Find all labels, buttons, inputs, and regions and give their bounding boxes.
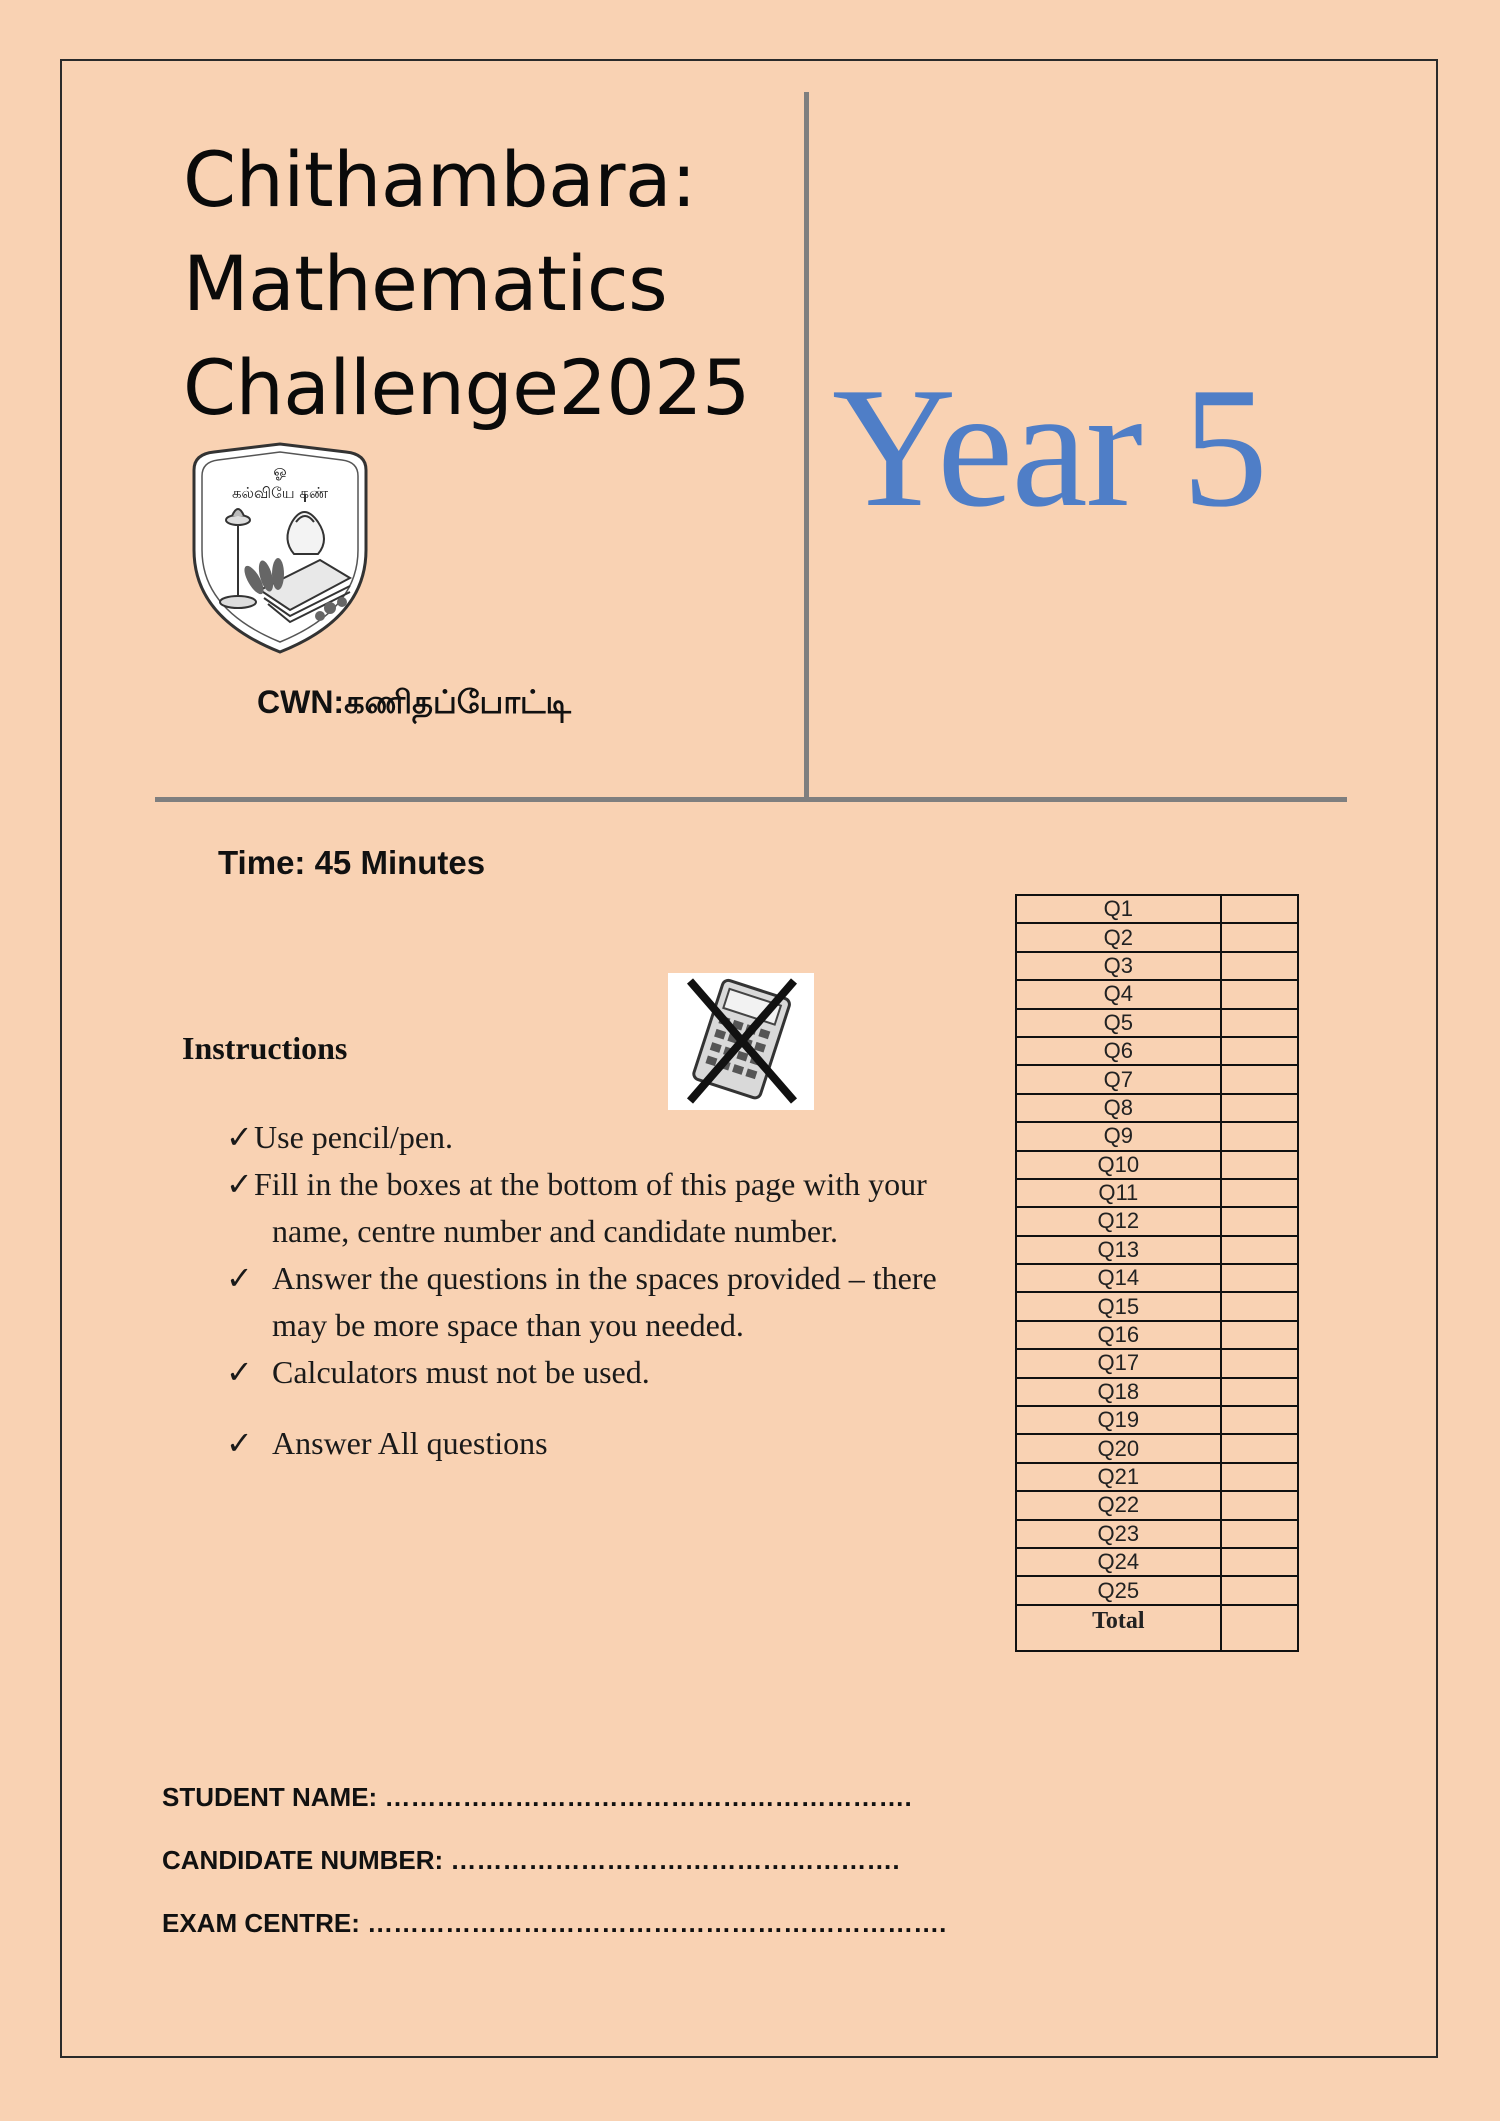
score-row [1016,923,1298,951]
exam-centre-field [162,1908,946,1939]
score-row [1016,1378,1298,1406]
score-row [1016,1065,1298,1093]
score-box[interactable] [1221,1463,1298,1491]
score-table [1015,894,1299,1652]
score-box[interactable] [1221,1094,1298,1122]
question-label: Q25 [1016,1576,1221,1604]
score-box[interactable] [1221,1009,1298,1037]
score-box[interactable] [1221,1037,1298,1065]
title-line-1: Chithambara: [183,135,697,224]
instruction-item: ✓Use pencil/pen. [226,1114,946,1161]
question-label: Q9 [1016,1122,1221,1150]
score-box[interactable] [1221,1406,1298,1434]
check-icon: ✓ [226,1119,253,1155]
score-box[interactable] [1221,1264,1298,1292]
crest-top-symbol: ஓ [273,461,287,480]
candidate-number-field [162,1845,900,1876]
total-row [1016,1605,1298,1651]
score-row [1016,1037,1298,1065]
score-box[interactable] [1221,1321,1298,1349]
question-label: Q6 [1016,1037,1221,1065]
score-row [1016,1151,1298,1179]
check-icon: ✓ [226,1425,253,1461]
candidate-number-label: CANDIDATE NUMBER: [162,1845,444,1875]
score-row [1016,1236,1298,1264]
question-label: Q4 [1016,980,1221,1008]
score-box[interactable] [1221,980,1298,1008]
score-row [1016,1463,1298,1491]
question-label: Q23 [1016,1520,1221,1548]
score-row [1016,1434,1298,1462]
question-label: Q20 [1016,1434,1221,1462]
score-box[interactable] [1221,1292,1298,1320]
title-line-3: Challenge2025 [183,343,750,432]
score-box[interactable] [1221,1207,1298,1235]
instruction-item: ✓Fill in the boxes at the bottom of this page with your name, centre number and candidate number. [226,1161,946,1255]
question-label: Q22 [1016,1491,1221,1519]
cwn-label: CWN:கணிதப்போட்டி [257,684,571,720]
question-label: Q17 [1016,1349,1221,1377]
total-score-box[interactable] [1221,1605,1298,1651]
score-box[interactable] [1221,1548,1298,1576]
score-box[interactable] [1221,1378,1298,1406]
student-name-field [162,1782,912,1813]
exam-centre-label: EXAM CENTRE: [162,1908,360,1938]
score-row [1016,1321,1298,1349]
score-box[interactable] [1221,1491,1298,1519]
score-box[interactable] [1221,1520,1298,1548]
score-row [1016,952,1298,980]
question-label: Q15 [1016,1292,1221,1320]
instruction-item: ✓ Calculators must not be used. [226,1349,946,1396]
year-label: Year 5 [832,353,1266,543]
score-row [1016,1009,1298,1037]
candidate-number-dots[interactable]: ……………………………………………. [450,1845,900,1875]
check-icon: ✓ [226,1354,253,1390]
check-icon: ✓ [226,1260,253,1296]
question-label: Q1 [1016,895,1221,923]
total-label: Total [1016,1605,1221,1651]
score-box[interactable] [1221,1151,1298,1179]
question-label: Q11 [1016,1179,1221,1207]
score-row [1016,1207,1298,1235]
score-box[interactable] [1221,1434,1298,1462]
score-box[interactable] [1221,1122,1298,1150]
score-row [1016,1264,1298,1292]
score-box[interactable] [1221,1065,1298,1093]
score-row [1016,1520,1298,1548]
score-box[interactable] [1221,952,1298,980]
student-name-label: STUDENT NAME: [162,1782,378,1812]
question-label: Q14 [1016,1264,1221,1292]
score-row [1016,1292,1298,1320]
question-label: Q18 [1016,1378,1221,1406]
score-box[interactable] [1221,895,1298,923]
question-label: Q16 [1016,1321,1221,1349]
horizontal-divider [155,797,1347,802]
instructions-heading: Instructions [182,1030,348,1066]
no-calculator-icon [668,973,814,1110]
score-row [1016,1122,1298,1150]
score-row [1016,1179,1298,1207]
check-icon: ✓ [226,1166,253,1202]
exam-centre-dots[interactable]: …………………………………………………………. [367,1908,947,1938]
instructions-list [226,1114,946,1467]
score-row [1016,1491,1298,1519]
vertical-divider [804,92,809,800]
question-label: Q2 [1016,923,1221,951]
title-line-2: Mathematics [183,239,668,328]
question-label: Q24 [1016,1548,1221,1576]
question-label: Q3 [1016,952,1221,980]
score-table-body [1016,895,1298,1651]
question-label: Q13 [1016,1236,1221,1264]
question-label: Q7 [1016,1065,1221,1093]
instruction-item: ✓ Answer All questions [226,1420,946,1467]
title-block [183,128,750,440]
score-box[interactable] [1221,1576,1298,1604]
question-label: Q8 [1016,1094,1221,1122]
score-row [1016,1094,1298,1122]
question-label: Q19 [1016,1406,1221,1434]
score-box[interactable] [1221,923,1298,951]
question-label: Q5 [1016,1009,1221,1037]
score-row [1016,1406,1298,1434]
score-row [1016,895,1298,923]
score-row [1016,1349,1298,1377]
question-label: Q12 [1016,1207,1221,1235]
student-name-dots[interactable]: ……………………………………………………. [384,1782,912,1812]
score-box[interactable] [1221,1236,1298,1264]
time-label: Time: 45 Minutes [218,844,486,881]
crest-motto: கல்வியே கண் [231,484,329,502]
school-crest-logo [180,440,380,660]
instruction-item: ✓ Answer the questions in the spaces provided – there may be more space than you needed. [226,1255,946,1349]
question-label: Q21 [1016,1463,1221,1491]
score-row [1016,1548,1298,1576]
score-row [1016,980,1298,1008]
question-label: Q10 [1016,1151,1221,1179]
score-box[interactable] [1221,1349,1298,1377]
score-row [1016,1576,1298,1604]
score-box[interactable] [1221,1179,1298,1207]
